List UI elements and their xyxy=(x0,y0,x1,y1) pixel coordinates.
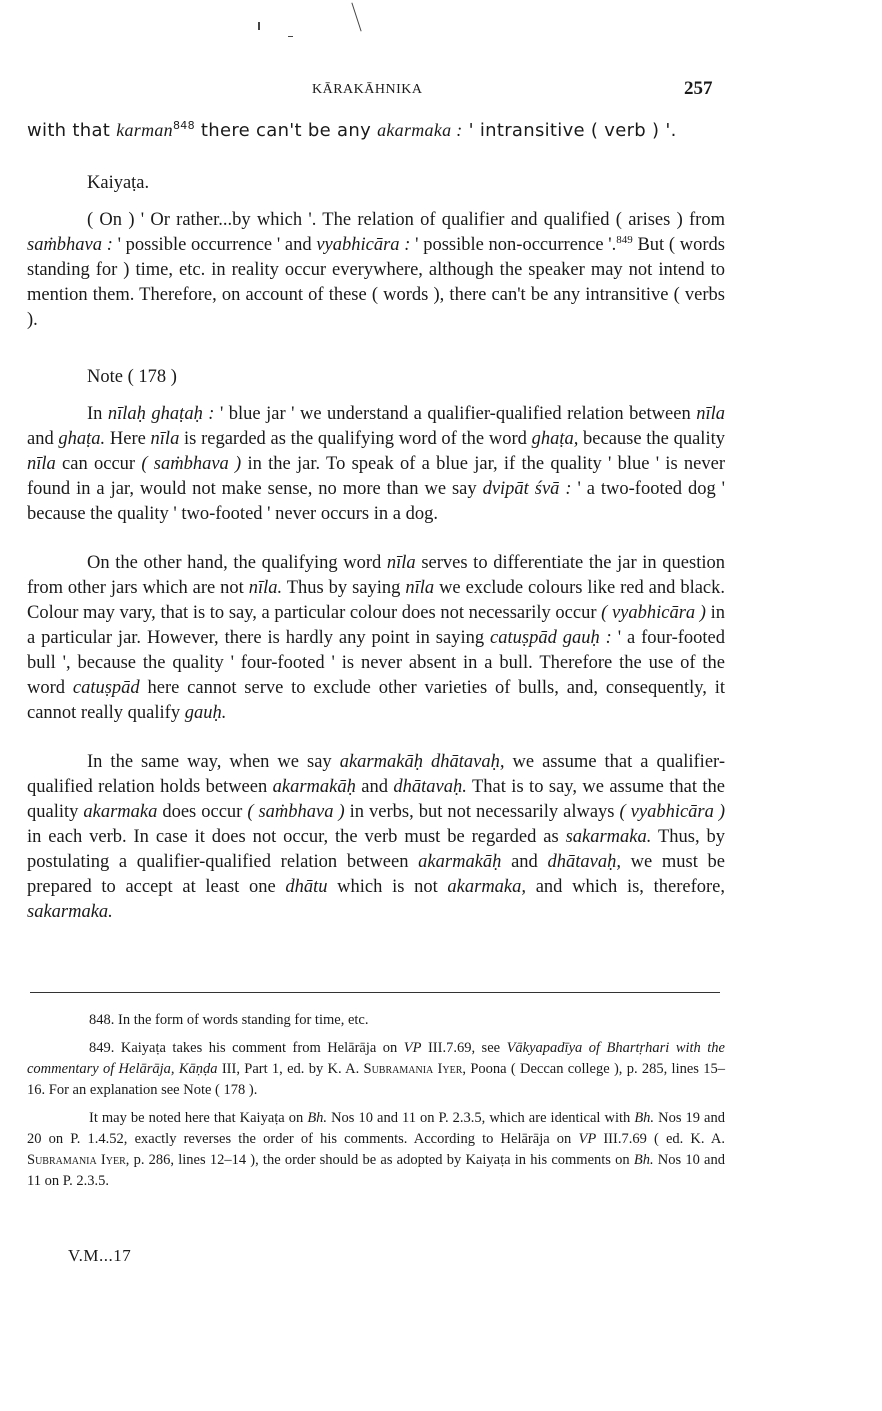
footnotes xyxy=(27,1010,725,1192)
note-paragraph-1: In nīlaḥ ghaṭaḥ : ' blue jar ' we understand a qualifier-qualified relation between nīla and ghaṭa. Here nīla is regarded as the qualifying word of the word ghaṭa, because the quality nīla can occur ( saṁbhava ) in the jar. To speak of a blue jar, if the quality ' blue ' is never found in a jar, would not make sense, no more than we say dvipāt śvā : ' a two-footed dog ' because the quality ' two-footed ' never occurs in a dog. xyxy=(27,404,725,524)
footnote-849: 849. Kaiyaṭa takes his comment from Helārāja on VP III.7.69, see Vākyapadīya of Bhartṛhari with the commentary of Helārāja, Kāṇḍa III, Part 1, ed. by K. A. Subramania Iyer, Poona ( Deccan college ), p. 285, lines 15–16. For an explanation see Note ( 178 ). xyxy=(27,1040,726,1098)
note-heading: Note ( 178 ) xyxy=(87,367,177,387)
paragraph-continuation: with that karman$^{848}$ there can't be any akarmaka : ' intransitive ( verb ) '. xyxy=(27,119,677,141)
note-paragraph-2: On the other hand, the qualifying word nīla serves to differentiate the jar in question from other jars which are not nīla. Thus by saying nīla we exclude colours like red and black. Colour may vary, that is to say, a particular colour does not necessarily occur ( vyabhicāra ) in a particular jar. However, there is hardly any point in saying catuṣpād gauḥ : ' a four-footed bull ', because the quality ' four-footed ' is never absent in a bull. Therefore the use of the word catuṣpād here cannot serve to exclude other varieties of bulls, and, consequently, it cannot really qualify gauḥ. xyxy=(27,553,726,723)
scan-mark xyxy=(258,22,260,30)
signature-mark: V.M...17 xyxy=(68,1246,132,1265)
note-paragraph-3: In the same way, when we say akarmakāḥ dhātavaḥ, we assume that a qualifier-qualified relation holds between akarmakāḥ and dhātavaḥ. That is to say, we assume that the quality akarmaka does occur ( saṁbhava ) in verbs, but not necessarily always ( vyabhicāra ) in each verb. In case it does not occur, the verb must be regarded as sakarmaka. Thus, by postulating a qualifier-qualified relation between akarmakāḥ and dhātavaḥ, we must be prepared to accept at least one dhātu which is not akarmaka, and which is, therefore, sakarmaka. xyxy=(27,752,726,922)
kaiyata-heading: Kaiyaṭa. xyxy=(87,173,150,193)
body-text xyxy=(27,118,725,925)
footnote-continuation: It may be noted here that Kaiyaṭa on Bh. Nos 10 and 11 on P. 2.3.5, which are identical with Bh. Nos 19 and 20 on P. 1.4.52, exactly reverses the order of his comments. According to Helārāja on VP III.7.69 ( ed. K. A. Subramania Iyer, p. 286, lines 12–14 ), the order should be as adopted by Kaiyaṭa in his comments on Bh. Nos 10 and 11 on P. 2.3.5. xyxy=(27,1110,725,1189)
footnote-848: 848. In the form of words standing for time, etc. xyxy=(89,1012,369,1028)
scan-mark xyxy=(351,3,361,32)
scan-mark xyxy=(288,36,293,37)
page-number: 257 xyxy=(684,78,713,99)
page-header xyxy=(0,78,882,102)
footnote-rule xyxy=(30,992,720,993)
running-head: KĀRAKĀHNIKA xyxy=(312,82,423,97)
kaiyata-paragraph: ( On ) ' Or rather...by which '. The relation of qualifier and qualified ( arises ) from saṁbhava : ' possible occurrence ' and vyabhicāra : ' possible non-occurrence '.$^{849}$ But ( words standing for ) time, etc. in reality occur everywhere, although the speaker may not intend to mention them. Therefore, on account of these ( words ), there can't be any intransitive ( verbs ). xyxy=(27,210,725,330)
